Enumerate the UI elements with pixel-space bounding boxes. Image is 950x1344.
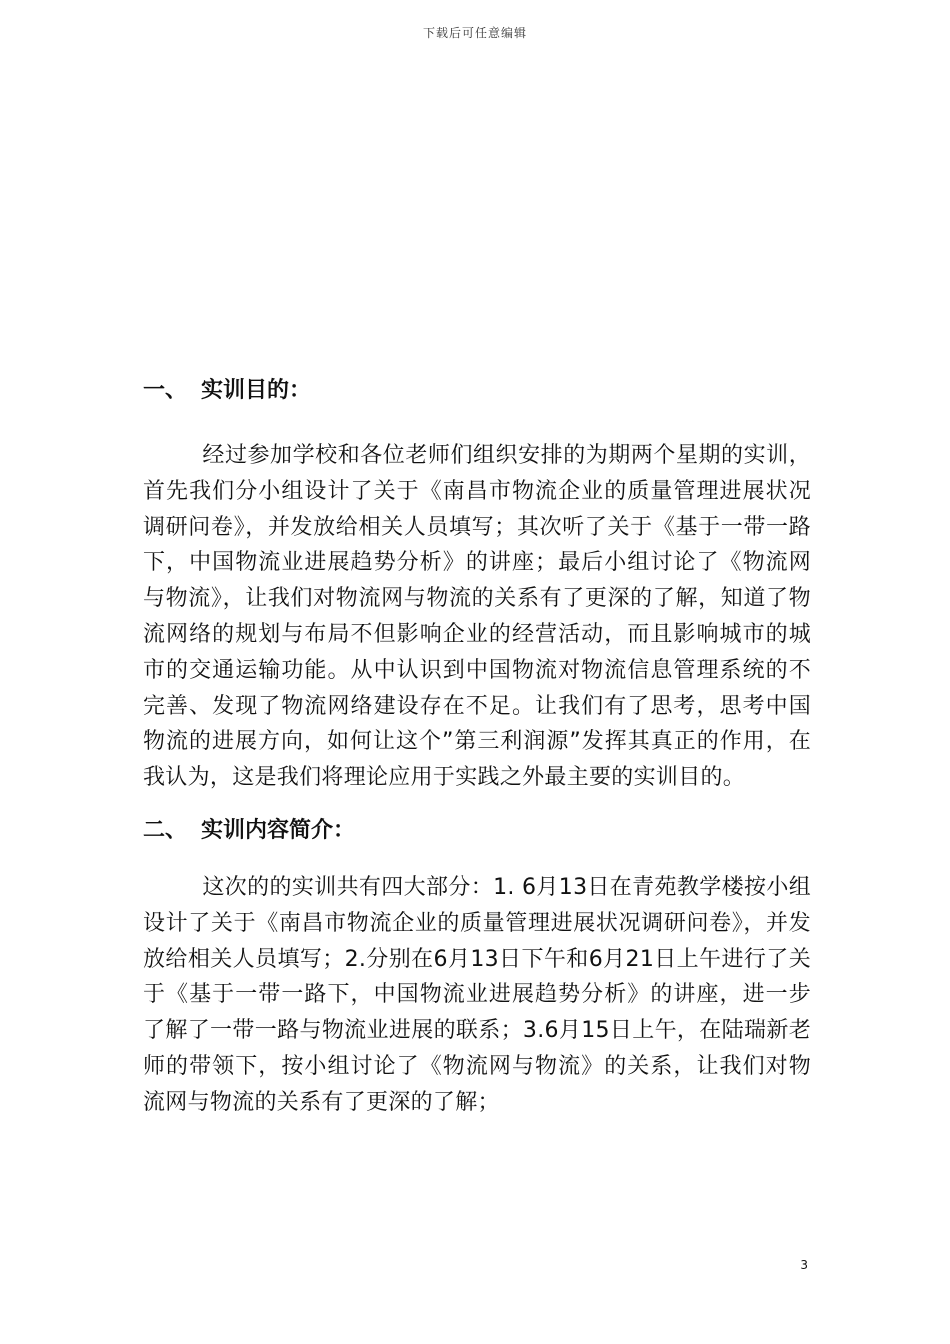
section-number-1: 一、 [143,378,188,403]
document-body [143,372,811,1121]
page-number: 3 [800,1258,808,1272]
section-heading-1 [143,372,811,410]
header-note: 下载后可任意编辑 [422,26,527,40]
section-number-2: 二、 [143,817,188,843]
section-paragraph-1: 经过参加学校和各位老师们组织安排的为期两个星期的实训，首先我们分小组设计了关于《南昌市物流企业的质量管理进展状况调研问卷》，并发放给相关人员填写；其次听了关于《基于一带一路下，中国物流业进展趋势分析》的讲座；最后小组讨论了《物流网与物流》，让我们对物流网与物流的关系有了更深的了解，知道了物流网络的规划与布局不但影响企业的经营活动，而且影响城市的城市的交通运输功能。从中认识到中国物流对物流信息管理系统的不完善、发现了物流网络建设存在不足。让我们有了思考，思考中国物流的进展方向，如何让这个”第三利润源”发挥其真正的作用，在我认为，这是我们将理论应用于实践之外最主要的实训目的。 [143,443,811,791]
section-heading-2 [143,812,811,850]
section-title-1: 实训目的： [201,378,312,403]
section-title-2: 实训内容简介： [201,817,356,843]
section-paragraph-2: 这次的的实训共有四大部分：1. 6月13日在青苑教学楼按小组设计了关于《南昌市物流企业的质量管理进展状况调研问卷》，并发放给相关人员填写；2.分别在6月13日下午和6月21日上午进行了关于《基于一带一路下，中国物流业进展趋势分析》的讲座，进一步了解了一带一路与物流业进展的联系；3.6月15日上午，在陆瑞新老师的带领下，按小组讨论了《物流网与物流》的关系，让我们对物流网与物流的关系有了更深的了解； [143,874,811,1115]
